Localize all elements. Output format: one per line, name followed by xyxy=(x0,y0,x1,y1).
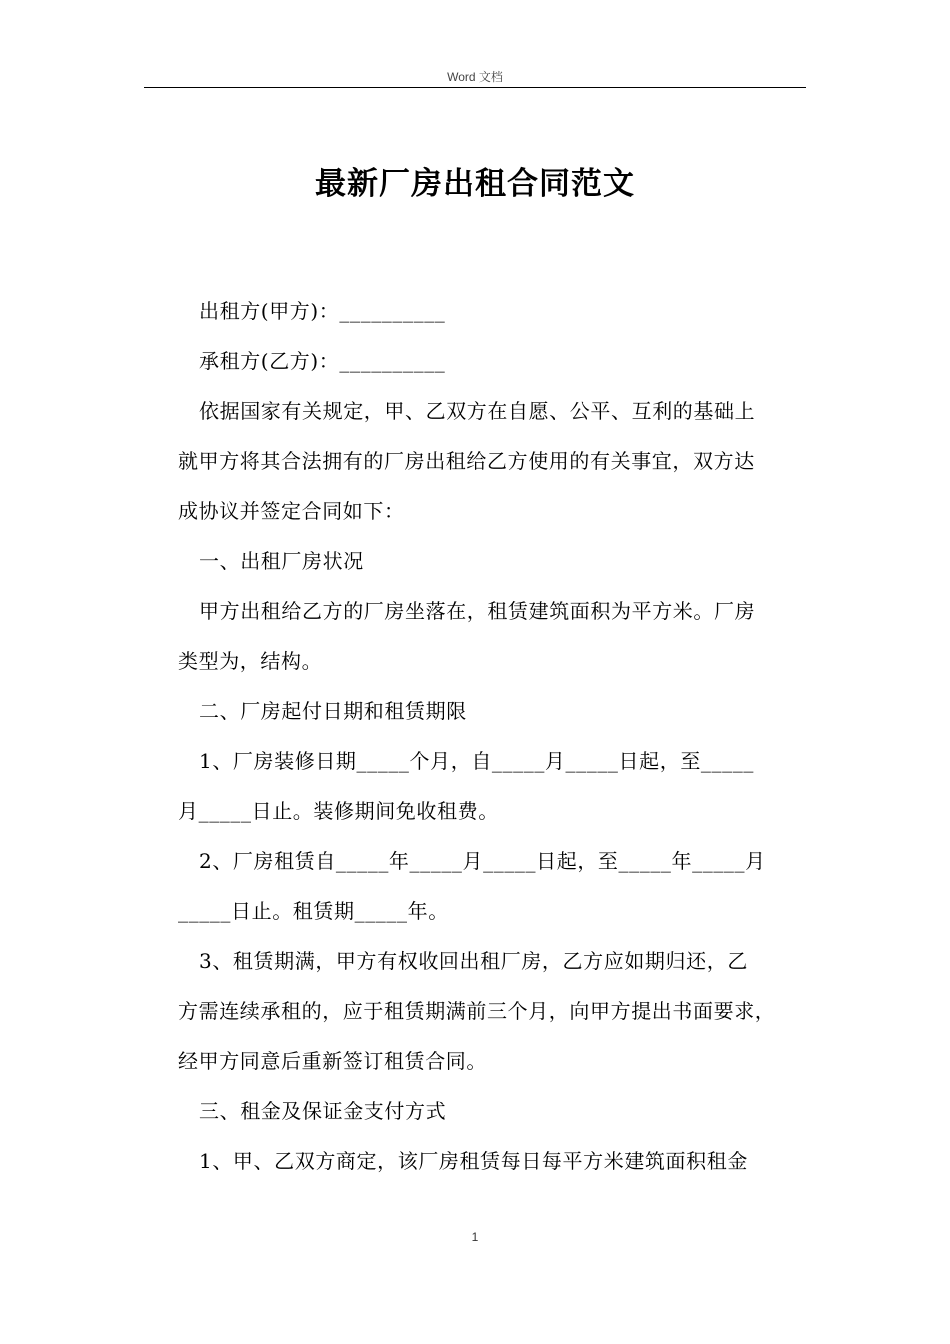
section-heading-1: 一、出租厂房状况 xyxy=(199,549,364,573)
document-body xyxy=(178,286,818,1186)
section-heading-2: 二、厂房起付日期和租赁期限 xyxy=(199,699,467,723)
clause-2-1-line-1: 1、厂房装修日期_____个月，自_____月_____日起，至_____ xyxy=(199,749,754,773)
clause-2-3-line-3: 经甲方同意后重新签订租赁合同。 xyxy=(178,1049,487,1073)
document-title: 最新厂房出租合同范文 xyxy=(315,166,635,202)
preamble-line-3: 成协议并签定合同如下： xyxy=(178,499,405,523)
section-heading-3: 三、租金及保证金支付方式 xyxy=(199,1099,447,1123)
header-label: Word 文档 xyxy=(447,70,503,84)
clause-2-1-line-2: 月_____日止。装修期间免收租费。 xyxy=(178,799,499,823)
lessee-line: 承租方(乙方)：__________ xyxy=(199,349,446,373)
section1-line-1: 甲方出租给乙方的厂房坐落在，租赁建筑面积为平方米。厂房 xyxy=(199,599,756,623)
clause-3-1-line-1: 1、甲、乙双方商定，该厂房租赁每日每平方米建筑面积租金 xyxy=(199,1149,748,1173)
clause-2-2-line-2: _____日止。租赁期_____年。 xyxy=(178,899,449,923)
clause-2-3-line-1: 3、租赁期满，甲方有权收回出租厂房，乙方应如期归还，乙 xyxy=(199,949,748,973)
section1-line-2: 类型为，结构。 xyxy=(178,649,323,673)
header-rule xyxy=(144,87,806,88)
preamble-line-2: 就甲方将其合法拥有的厂房出租给乙方使用的有关事宜，双方达 xyxy=(178,449,755,473)
clause-2-3-line-2: 方需连续承租的，应于租赁期满前三个月，向甲方提出书面要求， xyxy=(178,999,776,1023)
lessor-line: 出租方(甲方)：__________ xyxy=(199,299,446,323)
preamble-line-1: 依据国家有关规定，甲、乙双方在自愿、公平、互利的基础上 xyxy=(199,399,756,423)
page-number: 1 xyxy=(471,1230,479,1244)
clause-2-2-line-1: 2、厂房租赁自_____年_____月_____日起，至_____年_____月 xyxy=(199,849,766,873)
